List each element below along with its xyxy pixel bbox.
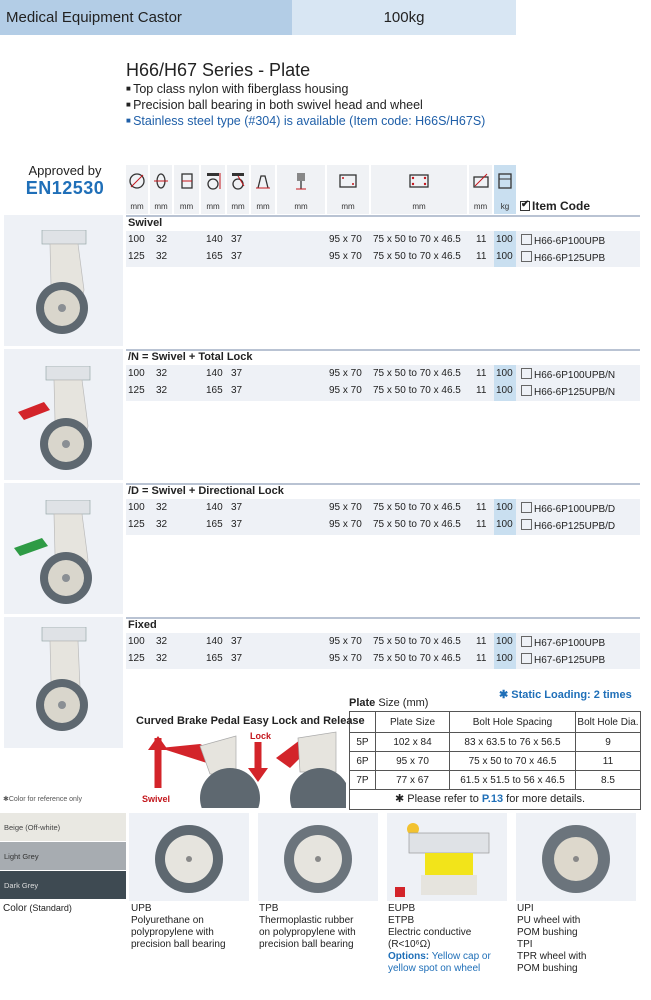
spec-cell-hole: 11 <box>476 385 487 396</box>
spec-cell-w: 32 <box>156 234 168 245</box>
page-reference: P.13 <box>481 793 504 805</box>
wheel-image-upb <box>129 813 249 901</box>
spec-cell-plate: 95 x 70 <box>329 385 362 396</box>
spec-cell-load: 100 <box>496 234 513 245</box>
spec-cell-bolt: 75 x 50 to 70 x 46.5 <box>373 636 461 647</box>
unit-label: mm <box>256 202 270 211</box>
spec-cell-load: 100 <box>496 251 513 262</box>
table-cell: 8.5 <box>576 771 641 790</box>
swivel-radius-icon <box>227 165 249 214</box>
spec-cell-plate: 95 x 70 <box>329 234 362 245</box>
spec-cell-hole: 11 <box>476 251 487 262</box>
item-code-checkbox[interactable]: H66-6P125UPB/N <box>521 385 615 398</box>
wheel-desc-eupb: EUPB ETPB Electric conductive (R<10⁶Ω) Options: Yellow cap or yellow spot on wheel <box>388 903 491 974</box>
table-header-row <box>350 712 641 733</box>
table-row <box>126 516 640 533</box>
table-cell: 6P <box>350 752 376 771</box>
unit-label: mm <box>341 202 355 211</box>
wheel-desc-tpb: TPB Thermoplastic rubber on polypropylene with precision ball bearing <box>259 903 356 950</box>
spec-cell-h: 140 <box>206 502 223 513</box>
bolt-spacing-icon <box>371 165 467 214</box>
color-swatch-beige: Beige (Off-white) <box>0 813 126 841</box>
wheel-code: TPI <box>517 939 533 950</box>
spec-cell-bolt: 75 x 50 to 70 x 46.5 <box>373 519 461 530</box>
table-cell: 5P <box>350 733 376 752</box>
item-code-checkbox[interactable]: H66-6P100UPB/D <box>521 502 615 515</box>
spec-cell-w: 32 <box>156 519 168 530</box>
spec-cell-hole: 11 <box>476 368 487 379</box>
spec-cell-hole: 11 <box>476 234 487 245</box>
approval-standard: EN12530 <box>25 178 105 198</box>
table-header: Bolt Hole Dia. <box>576 712 641 733</box>
unit-label: kg <box>500 202 510 211</box>
table-cell: 9 <box>576 733 641 752</box>
spec-cell-d: 100 <box>128 636 145 647</box>
mounting-height-icon <box>277 165 325 214</box>
item-code-checkbox[interactable]: H66-6P100UPB/N <box>521 368 615 381</box>
unit-label: mm <box>412 202 426 211</box>
unit-label: mm <box>179 202 194 211</box>
section-divider <box>126 215 640 217</box>
product-image-directional-lock <box>4 483 123 614</box>
swivel-label: Swivel <box>142 794 171 804</box>
table-cell: 7P <box>350 771 376 790</box>
spec-cell-r: 37 <box>231 368 243 379</box>
color-swatch-dark-grey: Dark Grey <box>0 871 126 899</box>
spec-cell-hole: 11 <box>476 653 487 664</box>
spec-cell-bolt: 75 x 50 to 70 x 46.5 <box>373 251 461 262</box>
table-row <box>126 650 640 667</box>
item-code-checkbox[interactable]: H66-6P125UPB <box>521 251 605 264</box>
spec-cell-d: 100 <box>128 502 145 513</box>
item-code-checkbox[interactable]: H67-6P100UPB <box>521 636 605 649</box>
lock-label: Lock <box>250 731 272 741</box>
wheel-code: ETPB <box>388 915 415 926</box>
table-header: Plate Size <box>376 712 450 733</box>
spec-cell-bolt: 75 x 50 to 70 x 46.5 <box>373 385 461 396</box>
item-code-header: ✔ Item Code <box>520 199 590 213</box>
spec-cell-d: 125 <box>128 385 145 396</box>
spec-cell-h: 165 <box>206 653 223 664</box>
spec-cell-h: 140 <box>206 636 223 647</box>
brake-feature-title: Curved Brake Pedal Easy Lock and Release <box>136 715 365 727</box>
spec-cell-w: 32 <box>156 385 168 396</box>
section-title: /D = Swivel + Directional Lock <box>128 485 284 497</box>
spec-cell-hole: 11 <box>476 502 487 513</box>
feature-item: ■ Precision ball bearing in both swivel head and wheel <box>126 97 485 113</box>
item-code-checkbox[interactable]: H66-6P100UPB <box>521 234 605 247</box>
table-cell: 11 <box>576 752 641 771</box>
plate-size-title: Plate Size (mm) <box>349 697 429 709</box>
spec-cell-plate: 95 x 70 <box>329 519 362 530</box>
table-row <box>350 733 641 752</box>
refer-note: ✱ Please refer to P.13 for more details. <box>395 793 586 805</box>
load-capacity-icon <box>494 165 516 214</box>
wheel-desc-upi: UPI PU wheel with POM bushing TPI TPR wheel with POM bushing <box>517 903 587 974</box>
offset-icon <box>251 165 275 214</box>
wheel-diameter-icon <box>126 165 148 214</box>
wheel-width-icon <box>150 165 172 214</box>
table-row <box>126 248 640 265</box>
spec-cell-plate: 95 x 70 <box>329 636 362 647</box>
unit-label: mm <box>231 202 245 211</box>
section-title: Swivel <box>128 217 163 229</box>
unit-label: mm <box>294 202 308 211</box>
spec-cell-load: 100 <box>496 502 513 513</box>
wheel-code: EUPB <box>388 903 416 914</box>
spec-cell-d: 125 <box>128 653 145 664</box>
table-cell: 77 x 67 <box>376 771 450 790</box>
table-cell: 61.5 x 51.5 to 56 x 46.5 <box>450 771 576 790</box>
tread-width-icon <box>174 165 199 214</box>
spec-cell-load: 100 <box>496 653 513 664</box>
feature-item: ■ Top class nylon with fiberglass housing <box>126 81 485 97</box>
spec-cell-load: 100 <box>496 385 513 396</box>
approval-label: Approved by <box>28 163 102 178</box>
spec-cell-r: 37 <box>231 385 243 396</box>
item-code-checkbox[interactable]: H66-6P125UPB/D <box>521 519 615 532</box>
checkbox-icon <box>520 201 530 211</box>
product-image-fixed <box>4 617 123 748</box>
category-title: Medical Equipment Castor <box>0 0 292 35</box>
spec-cell-w: 32 <box>156 502 168 513</box>
spec-cell-load: 100 <box>496 636 513 647</box>
load-rating: 100kg <box>292 0 516 35</box>
series-title: H66/H67 Series - Plate <box>126 60 311 80</box>
spec-cell-plate: 95 x 70 <box>329 368 362 379</box>
color-swatch-light-grey: Light Grey <box>0 842 126 870</box>
spec-cell-hole: 11 <box>476 519 487 530</box>
spec-cell-plate: 95 x 70 <box>329 653 362 664</box>
item-code-checkbox[interactable]: H67-6P125UPB <box>521 653 605 666</box>
feature-item: ■ Stainless steel type (#304) is available (Item code: H66S/H67S) <box>126 113 485 129</box>
spec-cell-r: 37 <box>231 502 243 513</box>
spec-cell-bolt: 75 x 50 to 70 x 46.5 <box>373 368 461 379</box>
spec-cell-bolt: 75 x 50 to 70 x 46.5 <box>373 234 461 245</box>
spec-cell-h: 165 <box>206 519 223 530</box>
wheel-image-tpb <box>258 813 378 901</box>
table-row <box>126 382 640 399</box>
wheel-code: UPI <box>517 903 534 914</box>
static-loading-note: ✱ Static Loading: 2 times <box>499 689 632 701</box>
brake-pedal-illustration <box>140 728 346 808</box>
section-title: /N = Swivel + Total Lock <box>128 351 253 363</box>
table-header: Bolt Hole Spacing <box>450 712 576 733</box>
spec-cell-plate: 95 x 70 <box>329 502 362 513</box>
bolt-hole-icon <box>469 165 492 214</box>
unit-label: mm <box>154 202 168 211</box>
spec-cell-h: 165 <box>206 385 223 396</box>
spec-cell-w: 32 <box>156 251 168 262</box>
table-cell: 83 x 63.5 to 76 x 56.5 <box>450 733 576 752</box>
spec-cell-h: 140 <box>206 368 223 379</box>
table-row <box>350 771 641 790</box>
spec-cell-r: 37 <box>231 234 243 245</box>
unit-label: mm <box>206 202 220 211</box>
table-cell: 75 x 50 to 70 x 46.5 <box>450 752 576 771</box>
spec-cell-d: 100 <box>128 368 145 379</box>
wheel-code: TPB <box>259 903 279 914</box>
spec-cell-r: 37 <box>231 636 243 647</box>
spec-cell-bolt: 75 x 50 to 70 x 46.5 <box>373 653 461 664</box>
feature-list <box>126 81 485 129</box>
table-cell: 95 x 70 <box>376 752 450 771</box>
wheel-image-eupb <box>387 813 507 901</box>
spec-cell-h: 165 <box>206 251 223 262</box>
spec-cell-r: 37 <box>231 519 243 530</box>
unit-label: mm <box>130 202 144 211</box>
spec-cell-d: 100 <box>128 234 145 245</box>
wheel-desc-upb: UPB Polyurethane on polypropylene with precision ball bearing <box>131 903 226 950</box>
spec-cell-r: 37 <box>231 653 243 664</box>
spec-cell-d: 125 <box>128 519 145 530</box>
table-row <box>350 752 641 771</box>
table-cell: 102 x 84 <box>376 733 450 752</box>
spec-cell-load: 100 <box>496 368 513 379</box>
spec-cell-r: 37 <box>231 251 243 262</box>
wheel-image-upi <box>516 813 636 901</box>
spec-cell-bolt: 75 x 50 to 70 x 46.5 <box>373 502 461 513</box>
color-standard-label: Color (Standard) <box>3 903 72 914</box>
section-title: Fixed <box>128 619 157 631</box>
product-image-swivel <box>4 215 123 346</box>
table-row <box>126 231 640 248</box>
overall-height-icon <box>201 165 225 214</box>
spec-cell-hole: 11 <box>476 636 487 647</box>
color-note: ✱Color for reference only <box>3 796 83 803</box>
product-image-total-lock <box>4 349 123 480</box>
spec-cell-load: 100 <box>496 519 513 530</box>
spec-cell-w: 32 <box>156 368 168 379</box>
section-divider <box>126 617 640 619</box>
table-row <box>126 499 640 516</box>
spec-cell-w: 32 <box>156 653 168 664</box>
spec-cell-w: 32 <box>156 636 168 647</box>
table-row <box>126 365 640 382</box>
spec-cell-h: 140 <box>206 234 223 245</box>
spec-cell-d: 125 <box>128 251 145 262</box>
spec-cell-plate: 95 x 70 <box>329 251 362 262</box>
plate-size-icon <box>327 165 369 214</box>
wheel-code: UPB <box>131 903 152 914</box>
table-row <box>126 633 640 650</box>
options-note: Options: Yellow cap or <box>388 951 491 962</box>
unit-label: mm <box>473 202 488 211</box>
